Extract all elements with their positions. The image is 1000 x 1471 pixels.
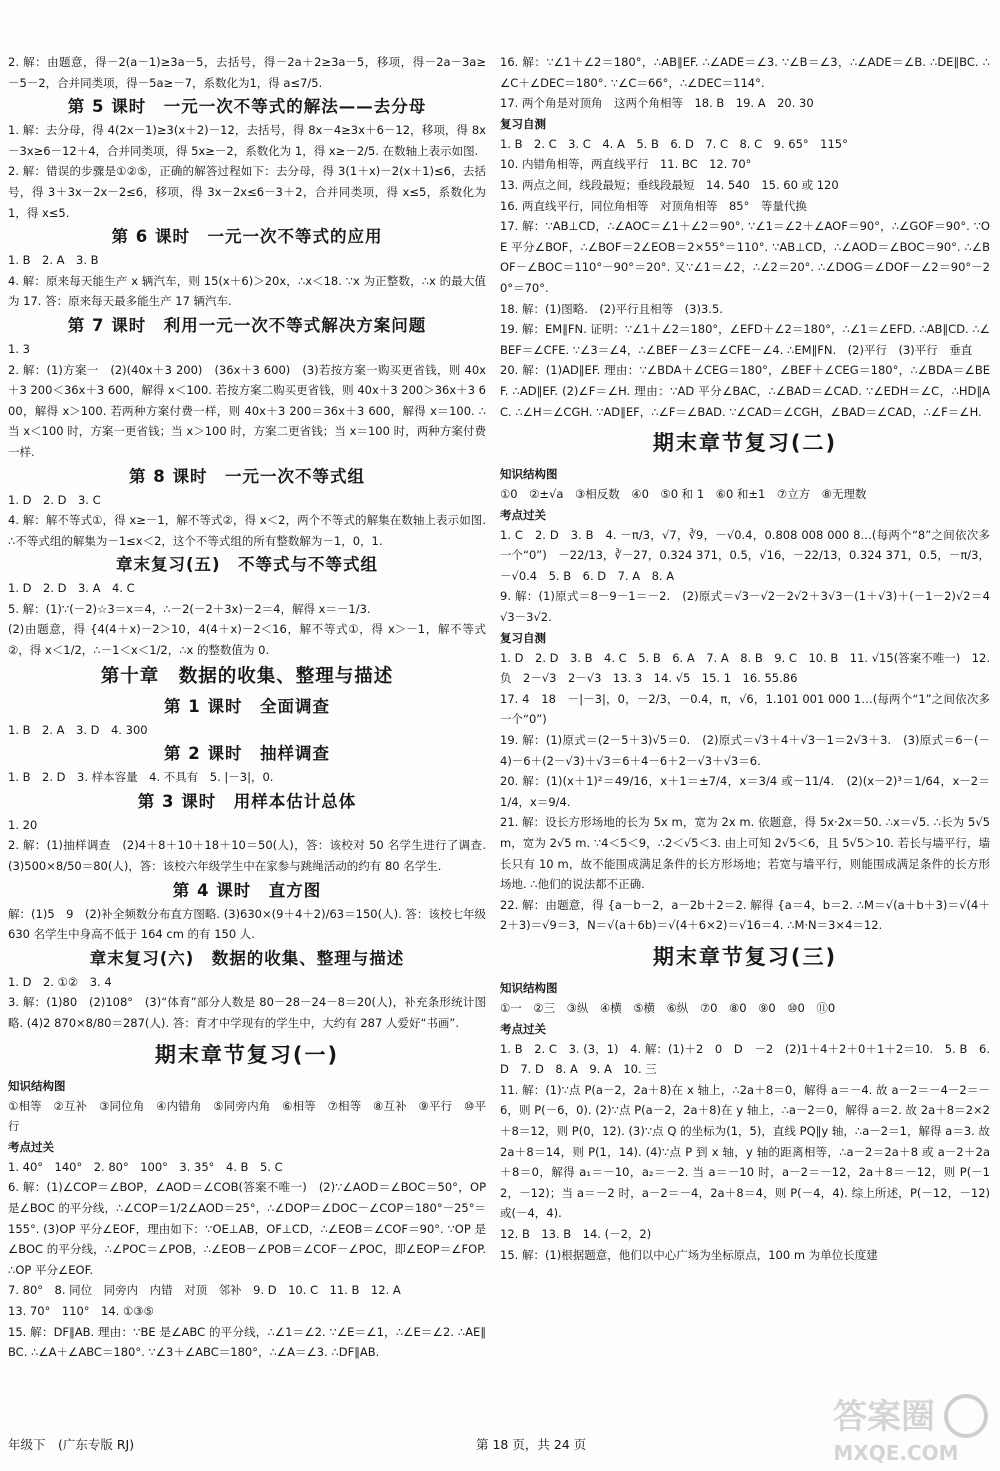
answer-paragraph: 1. C 2. D 3. B 4. －π/3，√7，∛9，－√0.4，0.808 008 000 8…(每两个“8”之间依次多一个“0”) －22/13，∛－27，0.324 371，0.5，√16，－22/13，0.324 371，0.5，－π/3，－√0.4 5. B 6. D 7. A 8. A (500, 527, 990, 583)
lesson-heading: 第 3 课时 用样本估计总体 (137, 791, 357, 811)
lesson-heading: 第 1 课时 全面调查 (164, 696, 330, 716)
chapter-heading: 第十章 数据的收集、整理与描述 (100, 665, 394, 687)
answer-paragraph: 20. 解：(1)AD∥EF. 理由：∵∠BDA＋∠CEG＝180°，∠BEF＋∠CEG＝180°，∴∠BDA＝∠BEF. ∴AD∥EF. (2)∠F＝∠H. 理由：∵AD 平分∠BAC，∴∠BAD＝∠CAD. ∵∠EDH＝∠C，∴HD∥AC. ∴∠H＝∠CGH. ∵AD∥EF，∴∠F＝∠BAD. ∵∠CAD＝∠CGH，∠BAD＝∠CAD，∴∠F＝∠H. (500, 363, 990, 419)
answer-paragraph: (2)由题意，得 {4(4＋x)－2＞10，4(4＋x)－2＜16，解不等式①，得 x＞－1，解不等式②，得 x＜1/2，∴－1＜x＜1/2，∴x 的整数值为 0. (8, 622, 486, 658)
answer-paragraph: 16. 解：∵∠1＋∠2＝180°，∴AB∥EF. ∴∠ADE＝∠3. ∵∠B＝∠3，∴∠ADE＝∠B. ∴DE∥BC. ∴∠C＋∠DEC＝180°. ∵∠C＝66°，∴∠DEC＝114°. (500, 55, 990, 90)
answer-paragraph: 19. 解：EM∥FN. 证明：∵∠1＋∠2＝180°，∠EFD＋∠2＝180°，∴∠1＝∠EFD. ∴AB∥CD. ∴∠BEF＝∠CFE. ∵∠3＝∠4，∴∠BEF－∠3＝∠CFE－∠4. ∴EM∥FN. (2)平行 (3)平行 垂直 (500, 322, 990, 357)
answer-paragraph: ①一 ②三 ③纵 ④横 ⑤横 ⑥纵 ⑦0 ⑧0 ⑨0 ⑩0 ⑪0 (500, 1000, 836, 1015)
answer-paragraph: 1. 40° 140° 2. 80° 100° 3. 35° 4. B 5. C (8, 1159, 283, 1174)
subsection-label: 知识结构图 (500, 980, 558, 995)
answer-paragraph: 13. 70° 110° 14. ①③⑤ (8, 1303, 154, 1318)
subsection-label: 复习自测 (500, 116, 546, 131)
left-column (8, 52, 486, 1363)
answer-paragraph: 1. 3 (8, 341, 30, 356)
answer-paragraph: 19. 解：(1)原式＝(2－5＋3)√5＝0. (2)原式＝√3＋4＋√3－1＝2√3＋3. (3)原式＝6－(－4)－6＋(2－√3)＋√3＝6＋4－6＋2－√3＋√3＝6. (500, 733, 990, 768)
answer-paragraph: 22. 解：由题意，得 {a－b－2，a－2b＋2＝2. 解得 {a＝4，b＝2. ∴M＝√(a＋b＋3)＝√(4＋2＋3)＝√9＝3，N＝√(a＋6b)＝√(4＋6×2)＝√16＝4. ∴M·N＝3×4＝12. (500, 897, 990, 933)
answer-paragraph: 1. B 2. A 3. D 4. 300 (8, 722, 148, 737)
footer-book-info: 年级下 (广东专版 RJ) (8, 1437, 135, 1452)
answer-paragraph: 2. 解：错误的步骤是①②⑤，正确的解答过程如下：去分母，得 3(1＋x)－2(x＋1)≤6，去括号，得 3＋3x－2x－2≤6，移项，得 3x－2x≤6－3＋2，合并同类项，得 x≤5，系数化为 1，得 x≤5. (8, 164, 486, 220)
answer-paragraph: 解：(1)5 9 (2)补全频数分布直方图略. (3)630×(9＋4＋2)/63＝150(人). 答：该校七年级 630 名学生中身高不低于 164 cm 的有 150 人. (8, 906, 486, 942)
subsection-label: 知识结构图 (500, 467, 558, 482)
answer-paragraph: 9. 解：(1)原式＝8－9－1＝－2. (2)原式＝√3－√2－2√2＋3√3－(1＋√3)＋(－1－2)√2＝4√3－3√2. (500, 589, 990, 625)
answer-paragraph: 21. 解：设长方形场地的长为 5x m，宽为 2x m. 依题意，得 5x·2x＝50. ∴x＝√5. ∴长为 5√5 m，宽为 2√5 m. ∵4＜5＜9，∴2＜√5＜3. 由上可知 2√5＜6，且 5√5＞10. 若长与墙平行，墙长只有 10 m，故不能围成满足条件的长方形场地；若宽与墙平行，则能围成满足条件的长方形场地. ∴他们的说法都不正确. (500, 815, 990, 892)
lesson-heading: 章末复习(六) 数据的收集、整理与描述 (89, 948, 405, 968)
answer-paragraph: 2. 解：(1)方案一 (2)(40x＋3 200) (36x＋3 600) (3)若按方案一购买更省钱，则 40x＋3 200＜36x＋3 600，解得 x＜100. 若按方案二购买更省钱，则 40x＋3 200＞36x＋3 600，解得 x＞100. 若两种方案付费一样，则 40x＋3 200＝36x＋3 600，解得 x＝100. ∴当 x＜100 时，方案一更省钱；当 x＞100 时，方案二更省钱；当 x＝100 时，两种方案付费一样. (8, 362, 486, 459)
subsection-label: 复习自测 (500, 630, 546, 645)
answer-paragraph: 1. D 2. D 3. C (8, 492, 101, 507)
answer-paragraph: 4. 解：解不等式①，得 x≥－1，解不等式②，得 x＜2，两个不等式的解集在数轴上表示如图. ∴不等式组的解集为－1≤x＜2，这个不等式组的所有整数解为－1，0，1. (8, 513, 486, 548)
review-heading: 期末章节复习(三) (652, 944, 838, 969)
answer-paragraph: 7. 80° 8. 同位 同旁内 内错 对顶 邻补 9. D 10. C 11. B 12. A (8, 1283, 401, 1298)
answer-paragraph: 5. 解：(1)∵(－2)☆3＝x＝4，∴－2(－2＋3x)－2＝4，解得 x＝－1/3. (8, 601, 371, 616)
lesson-heading: 第 8 课时 一元一次不等式组 (129, 466, 365, 486)
answer-paragraph: 17. 两个角是对顶角 这两个角相等 18. B 19. A 20. 30 (500, 96, 814, 111)
answer-paragraph: ①相等 ②互补 ③同位角 ④内错角 ⑤同旁内角 ⑥相等 ⑦相等 ⑧互补 ⑨平行 ⑩平行 (8, 1098, 486, 1134)
answer-paragraph: 1. D 2. D 3. B 4. C 5. B 6. A 7. A 8. B 9. C 10. B 11. √15(答案不唯一) 12. 负 2－√3 2－√3 13. 3 14. √5 15. 1 16. 55.86 (500, 650, 990, 686)
watermark-logo (788, 1386, 988, 1468)
lesson-heading: 第 7 课时 利用一元一次不等式解决方案问题 (67, 315, 427, 335)
lesson-heading: 第 2 课时 抽样调查 (164, 744, 330, 764)
answer-paragraph: 2. 解：(1)抽样调查 (2)4＋8＋10＋18＋10＝50(人)，答：该校对 50 名学生进行了调查. (3)500×8/50＝80(人)，答：该校六年级学生中在家参与跳绳活动的约有 80 名学生. (8, 838, 486, 874)
answer-paragraph: 16. 两直线平行，同位角相等 对顶角相等 85° 等量代换 (500, 198, 807, 213)
answer-paragraph: 20. 解：(1)(x＋1)²＝49/16，x＋1＝±7/4，x＝3/4 或－11/4. (2)(x－2)³＝1/64，x－2＝1/4，x＝9/4. (500, 774, 990, 809)
footer-page-number: 第 18 页，共 24 页 (476, 1437, 587, 1452)
answer-paragraph: 15. 解：(1)根据题意，他们以中心广场为坐标原点，100 m 为单位长度建 (500, 1247, 878, 1262)
lesson-heading: 第 4 课时 直方图 (172, 880, 322, 900)
answer-paragraph: 1. B 2. C 3. C 4. A 5. B 6. D 7. C 8. C 9. 65° 115° (500, 136, 848, 151)
answer-paragraph: 1. 解：去分母，得 4(2x－1)≥3(x＋2)－12，去括号，得 8x－4≥3x＋6－12，移项，得 8x－3x≥6－12＋4，合并同类项，得 5x≥－2，系数化为 1，得 x≥－2/5. 在数轴上表示如图. (8, 123, 486, 158)
answer-paragraph: 13. 两点之间，线段最短；垂线段最短 14. 540 15. 60 或 120 (500, 177, 839, 192)
answer-paragraph: 17. 解：∵AB⊥CD，∴∠AOC＝∠1＋∠2＝90°. ∵∠1＝∠2＋∠AOF＝90°，∴∠GOF＝90°. ∵OE 平分∠BOF，∴∠BOF＝2∠EOB＝2×55°＝110°. ∵AB⊥CD，∴∠AOD＝∠BOC＝90°. ∴∠BOF－∠BOC＝110°－90°＝20°. 又∵∠1＝∠2，∴∠2＝20°. ∴∠DOG＝∠DOF－∠2＝90°－20°＝70°. (500, 219, 990, 295)
answer-paragraph: 1. D 2. ①② 3. 4 (8, 974, 112, 989)
answer-paragraph: 1. 20 (8, 817, 38, 832)
answer-paragraph: 1. D 2. D 3. A 4. C (8, 581, 135, 596)
answer-paragraph: 12. B 13. B 14. (－2，2) (500, 1226, 652, 1241)
answer-paragraph: 15. 解：DF∥AB. 理由：∵BE 是∠ABC 的平分线，∴∠1＝∠2. ∵∠E＝∠1，∴∠E＝∠2. ∴AE∥BC. ∴∠A＋∠ABC＝180°. ∵∠3＋∠ABC＝180°，∴∠A＝∠3. ∴DF∥AB. (8, 1324, 486, 1360)
lesson-heading: 第 5 课时 一元一次不等式的解法——去分母 (67, 97, 427, 117)
subsection-label: 知识结构图 (8, 1078, 66, 1093)
subsection-label: 考点过关 (8, 1139, 54, 1154)
answer-paragraph: 6. 解：(1)∠COP＝∠BOP，∠AOD＝∠COB(答案不唯一) (2)∵∠AOD＝∠BOC＝50°，OP 是∠BOC 的平分线，∴∠COP＝1/2∠AOD＝25°，∴∠DOP＝∠DOC－∠COP＝180°－25°＝155°. (3)OP 平分∠EOF，理由如下：∵OE⊥AB，OF⊥CD，∴∠EOB＝∠COF＝90°. ∵OP 是∠BOC 的平分线，∴∠POC＝∠POB，∴∠EOB－∠POB＝∠COF－∠POC，即∠EOP＝∠FOP. ∴OP 平分∠EOF. (8, 1180, 486, 1277)
subsection-label: 考点过关 (500, 507, 546, 522)
watermark-url: MXQE.COM (833, 1441, 959, 1465)
answer-paragraph: 4. 解：原来每天能生产 x 辆汽车，则 15(x＋6)＞20x，∴x＜18. ∵x 为正整数，∴x 的最大值为 17. 答：原来每天最多能生产 17 辆汽车. (8, 273, 486, 309)
review-heading: 期末章节复习(二) (652, 431, 838, 456)
answer-paragraph: 2. 解：由题意，得－2(a－1)≥3a－5，去括号，得－2a＋2≥3a－5，移项，得－2a－3a≥－5－2，合并同类项，得－5a≥－7，系数化为1，得 a≤7/5. (8, 55, 486, 90)
answer-paragraph: 10. 内错角相等，两直线平行 11. BC 12. 70° (500, 157, 752, 172)
lesson-heading: 章末复习(五) 不等式与不等式组 (115, 555, 379, 575)
answer-paragraph: ①0 ②±√a ③相反数 ④0 ⑤0 和 1 ⑥0 和±1 ⑦立方 ⑧无理数 (500, 487, 867, 502)
answer-paragraph: 17. 4 18 －|－3|，0，－2/3，－0.4，π，√6，1.101 001 000 1…(每两个“1”之间依次多一个“0”) (500, 691, 990, 727)
answer-paragraph: 3. 解：(1)80 (2)108° (3)“体育”部分人数是 80－28－24－8＝20(人)，补充条形统计图略. (4)2 870×8/80＝287(人). 答：育才中学现有的学生中，大约有 287 人爱好“书画”. (8, 995, 486, 1030)
review-heading: 期末章节复习(一) (154, 1042, 340, 1067)
answer-paragraph: 1. B 2. C 3. (3，1) 4. 解：(1)＋2 0 D －2 (2)1＋4＋2＋0＋1＋2＝10. 5. B 6. D 7. D 8. A 9. A 10. 三 (500, 1041, 990, 1077)
right-column (500, 52, 990, 1265)
watermark-title: 答案圈 (833, 1397, 935, 1437)
answer-paragraph: 11. 解：(1)∵点 P(a－2，2a＋8)在 x 轴上，∴2a＋8＝0，解得 a＝－4. 故 a－2＝－4－2＝－6，则 P(－6，0). (2)∵点 P(a－2，2a＋8)在 y 轴上，∴a－2＝0，解得 a＝2. 故 2a＋8＝2×2＋8＝12，则 P(0，12). (3)∵点 Q 的坐标为(1，5)，直线 PQ∥y 轴，∴a－2＝1，解得 a＝3. 故 2a＋8＝14，则 P(1，14). (4)∵点 P 到 x 轴，y 轴的距离相等，∴a－2＝2a＋8 或 a－2＋2a＋8＝0，解得 a₁＝－10，a₂＝－2. 当 a＝－10 时，a－2＝－12，2a＋8＝－12，则 P(－12，－12)；当 a＝－2 时，a－2＝－4，2a＋8＝4，则 P(－4，4). 综上所述，P(－12，－12)或(－4，4). (500, 1082, 990, 1221)
answer-paragraph: 18. 解：(1)图略. (2)平行且相等 (3)3.5. (500, 301, 723, 316)
answer-paragraph: 1. B 2. A 3. B (8, 253, 99, 268)
lesson-heading: 第 6 课时 一元一次不等式的应用 (111, 227, 383, 247)
subsection-label: 考点过关 (500, 1021, 546, 1036)
answer-paragraph: 1. B 2. D 3. 样本容量 4. 不具有 5. |－3|，0. (8, 770, 274, 785)
